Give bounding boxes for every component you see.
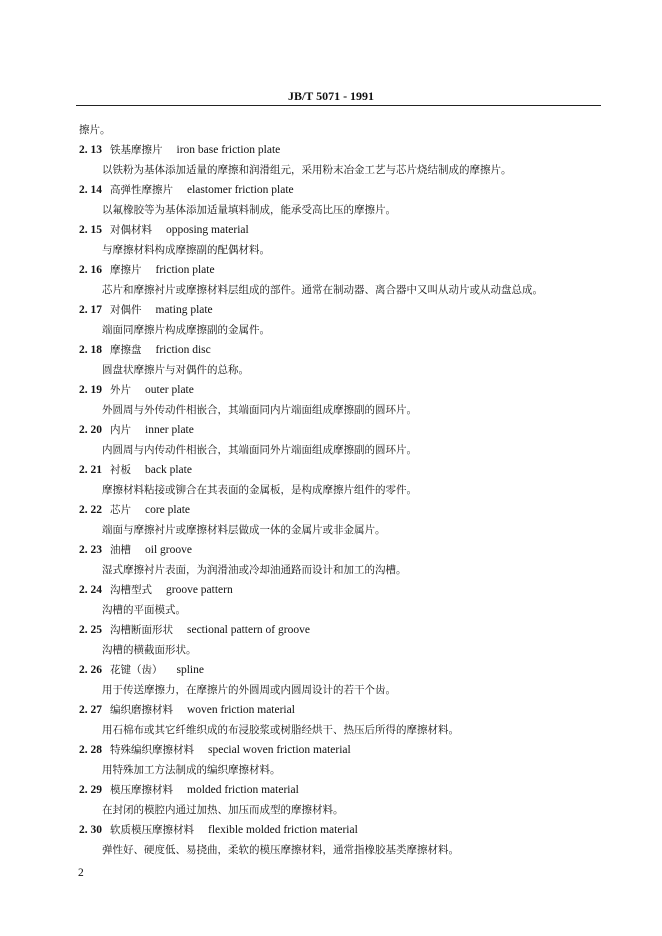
term-english: spline bbox=[176, 664, 204, 676]
term-number: 2. 26 bbox=[79, 664, 102, 676]
term-english: core plate bbox=[145, 504, 191, 516]
term-heading bbox=[79, 580, 609, 600]
term-english: inner plate bbox=[145, 424, 194, 436]
term-definition: 芯片和摩擦衬片或摩擦材料层组成的部件。通常在制动器、离合器中又叫从动片或从动盘总成。 bbox=[102, 284, 543, 296]
term-definition: 湿式摩擦衬片表面，为润滑油或冷却油通路而设计和加工的沟槽。 bbox=[102, 564, 407, 576]
term-number: 2. 19 bbox=[79, 384, 102, 396]
term-heading bbox=[79, 340, 609, 360]
term-english: woven friction material bbox=[187, 704, 295, 716]
term-chinese: 摩擦片 bbox=[110, 264, 142, 276]
term-number: 2. 30 bbox=[79, 824, 102, 836]
term-definition: 与摩擦材料构成摩擦副的配偶材料。 bbox=[102, 244, 270, 256]
term-number: 2. 23 bbox=[79, 544, 102, 556]
term-heading bbox=[79, 300, 609, 320]
term-number: 2. 13 bbox=[79, 144, 102, 156]
term-english: groove pattern bbox=[166, 584, 233, 596]
term-heading bbox=[79, 700, 609, 720]
term-chinese: 软质模压摩擦材料 bbox=[110, 824, 194, 836]
term-number: 2. 16 bbox=[79, 264, 102, 276]
term-english: friction plate bbox=[155, 264, 215, 276]
document-header: JB/T 5071 - 1991 bbox=[287, 89, 375, 103]
term-number: 2. 29 bbox=[79, 784, 102, 796]
term-heading bbox=[79, 180, 609, 200]
term-english: outer plate bbox=[145, 384, 194, 396]
term-chinese: 沟槽型式 bbox=[110, 584, 152, 596]
term-english: opposing material bbox=[166, 224, 249, 236]
term-number: 2. 27 bbox=[79, 704, 102, 716]
term-number: 2. 28 bbox=[79, 744, 102, 756]
term-heading bbox=[79, 660, 609, 680]
page-number: 2 bbox=[78, 867, 84, 879]
term-chinese: 内片 bbox=[110, 424, 131, 436]
term-chinese: 外片 bbox=[110, 384, 131, 396]
term-number: 2. 17 bbox=[79, 304, 102, 316]
term-heading bbox=[79, 220, 609, 240]
term-english: sectional pattern of groove bbox=[187, 624, 310, 636]
term-number: 2. 22 bbox=[79, 504, 102, 516]
term-definition: 以铁粉为基体添加适量的摩擦和润滑组元，采用粉末冶金工艺与芯片烧结制成的摩擦片。 bbox=[102, 164, 512, 176]
term-chinese: 花键（齿） bbox=[110, 664, 163, 676]
term-english: special woven friction material bbox=[208, 744, 351, 756]
term-definition: 以氟橡胶等为基体添加适量填料制成，能承受高比压的摩擦片。 bbox=[102, 204, 396, 216]
term-chinese: 特殊编织摩擦材料 bbox=[110, 744, 194, 756]
term-chinese: 芯片 bbox=[110, 504, 131, 516]
term-definition: 沟槽的横截面形状。 bbox=[102, 644, 197, 656]
term-heading bbox=[79, 460, 609, 480]
term-chinese: 高弹性摩擦片 bbox=[110, 184, 173, 196]
term-chinese: 摩擦盘 bbox=[110, 344, 142, 356]
term-number: 2. 18 bbox=[79, 344, 102, 356]
term-chinese: 对偶材料 bbox=[110, 224, 152, 236]
term-definition: 摩擦材料粘接或铆合在其表面的金属板，是构成摩擦片组件的零件。 bbox=[102, 484, 417, 496]
term-english: flexible molded friction material bbox=[208, 824, 358, 836]
term-heading bbox=[79, 540, 609, 560]
term-english: iron base friction plate bbox=[176, 144, 281, 156]
term-number: 2. 15 bbox=[79, 224, 102, 236]
term-definition: 外圆周与外传动件相嵌合，其端面同内片端面组成摩擦副的圆环片。 bbox=[102, 404, 417, 416]
term-english: oil groove bbox=[145, 544, 192, 556]
term-number: 2. 24 bbox=[79, 584, 102, 596]
term-chinese: 衬板 bbox=[110, 464, 131, 476]
term-definition: 弹性好、硬度低、易挠曲，柔软的模压摩擦材料，通常指橡胶基类摩擦材料。 bbox=[102, 844, 459, 856]
term-number: 2. 25 bbox=[79, 624, 102, 636]
term-definition: 用于传送摩擦力，在摩擦片的外圆周或内圆周设计的若干个齿。 bbox=[102, 684, 396, 696]
term-heading bbox=[79, 380, 609, 400]
term-number: 2. 21 bbox=[79, 464, 102, 476]
term-heading bbox=[79, 820, 609, 840]
term-heading bbox=[79, 140, 609, 160]
term-chinese: 沟槽断面形状 bbox=[110, 624, 173, 636]
document-body bbox=[79, 120, 609, 860]
term-definition: 在封闭的模腔内通过加热、加压而成型的摩擦材料。 bbox=[102, 804, 344, 816]
term-definition: 用石棉布或其它纤维织成的布浸胶浆或树脂经烘干、热压后所得的摩擦材料。 bbox=[102, 724, 459, 736]
term-number: 2. 14 bbox=[79, 184, 102, 196]
term-heading bbox=[79, 420, 609, 440]
term-chinese: 对偶件 bbox=[110, 304, 142, 316]
term-chinese: 铁基摩擦片 bbox=[110, 144, 163, 156]
term-definition: 沟槽的平面模式。 bbox=[102, 604, 186, 616]
term-chinese: 模压摩擦材料 bbox=[110, 784, 173, 796]
term-heading bbox=[79, 620, 609, 640]
term-english: molded friction material bbox=[187, 784, 299, 796]
header-divider bbox=[76, 105, 601, 106]
term-number: 2. 20 bbox=[79, 424, 102, 436]
term-chinese: 油槽 bbox=[110, 544, 131, 556]
term-heading bbox=[79, 780, 609, 800]
term-chinese: 编织磨擦材料 bbox=[110, 704, 173, 716]
term-definition: 圆盘状摩擦片与对偶件的总称。 bbox=[102, 364, 249, 376]
term-definition: 用特殊加工方法制成的编织摩擦材料。 bbox=[102, 764, 281, 776]
term-english: elastomer friction plate bbox=[187, 184, 294, 196]
term-definition: 端面同摩擦片构成摩擦副的金属件。 bbox=[102, 324, 270, 336]
term-heading bbox=[79, 740, 609, 760]
term-definition: 端面与摩擦衬片或摩擦材料层做成一体的金属片或非金属片。 bbox=[102, 524, 386, 536]
term-english: friction disc bbox=[155, 344, 211, 356]
term-heading bbox=[79, 500, 609, 520]
term-english: mating plate bbox=[155, 304, 213, 316]
term-definition: 内圆周与内传动件相嵌合，其端面同外片端面组成摩擦副的圆环片。 bbox=[102, 444, 417, 456]
continuation-text: 擦片。 bbox=[79, 124, 111, 136]
term-heading bbox=[79, 260, 609, 280]
term-english: back plate bbox=[145, 464, 192, 476]
